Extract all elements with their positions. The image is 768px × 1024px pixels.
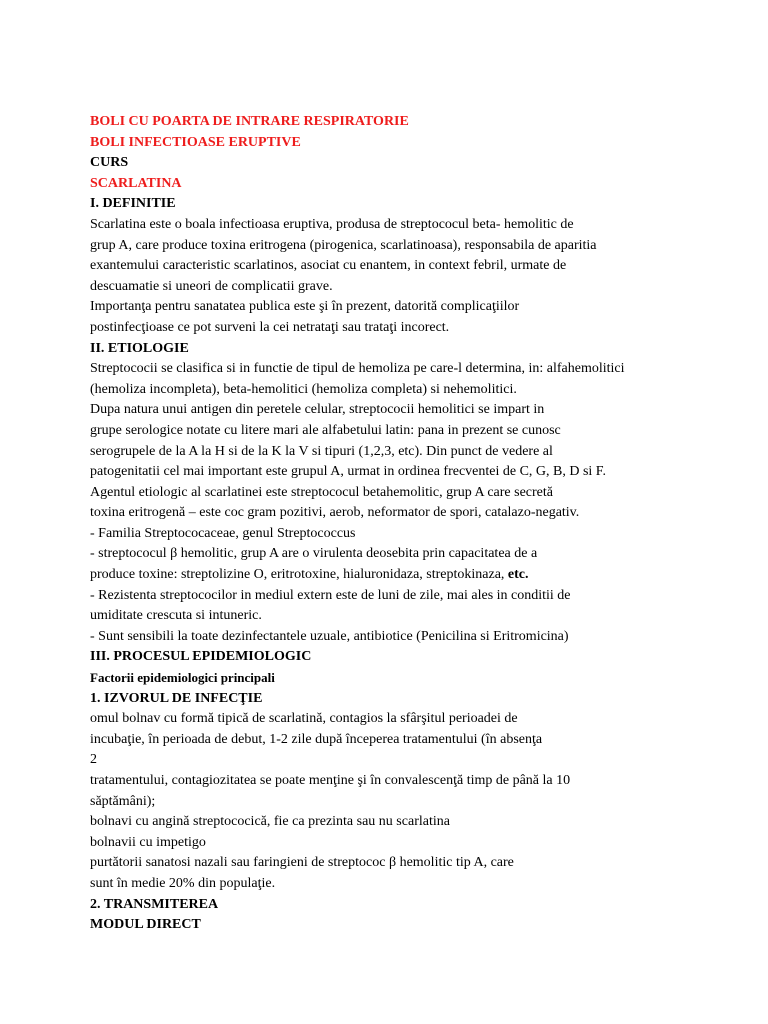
paragraph-line: exantemului caracteristic scarlatinos, asociat cu enantem, in context febril, urmate de [90, 258, 567, 274]
heading-curs: CURS [90, 155, 129, 171]
subsection-title-transmiterea: 2. TRANSMITEREA [90, 896, 219, 912]
page-number: 2 [90, 752, 97, 768]
paragraph-line: Dupa natura unui antigen din peretele celular, streptococii hemolitici se impart in [90, 402, 545, 418]
paragraph-line: purtătorii sanatosi nazali sau faringieni de streptococ β hemolitic tip A, care [90, 855, 514, 871]
heading-respiratory-diseases: BOLI CU POARTA DE INTRARE RESPIRATORIE [90, 114, 409, 129]
paragraph-line: Streptococii se clasifica si in functie de tipul de hemoliza pe care-l determina, in: alfahemolitici [90, 361, 625, 377]
paragraph-line: toxina eritrogenă – este coc gram pozitivi, aerob, neformator de spori, catalazo-negativ. [90, 505, 580, 521]
subsection-title-izvor: 1. IZVORUL DE INFECŢIE [90, 690, 263, 706]
paragraph-line: - streptococul β hemolitic, grup A are o virulenta deosebita prin capacitatea de a [90, 546, 538, 562]
paragraph-line: omul bolnav cu formă tipică de scarlatină, contagios la sfârşitul perioadei de [90, 711, 518, 727]
paragraph-line: (hemoliza incompleta), beta-hemolitici (hemoliza completa) si nehemolitici. [90, 381, 517, 397]
section-title-etiologie: II. ETIOLOGIE [90, 340, 189, 356]
toxine-text: produce toxine: streptolizine O, eritrotoxine, hialuronidaza, streptokinaza, [90, 567, 508, 583]
paragraph-line: - Sunt sensibili la toate dezinfectantele uzuale, antibiotice (Penicilina si Eritromicina) [90, 628, 569, 644]
subsection-title-factori: Factorii epidemiologici principali [90, 670, 275, 686]
heading-eruptive-diseases: BOLI INFECTIOASE ERUPTIVE [90, 134, 301, 150]
heading-scarlatina: SCARLATINA [90, 175, 182, 191]
paragraph-line: Scarlatina este o boala infectioasa eruptiva, produsa de streptococul beta- hemolitic de [90, 216, 574, 232]
paragraph-line: postinfecţioase ce pot surveni la cei netrataţi sau trataţi incorect. [90, 319, 450, 335]
section-title-proces-epidemiologic: III. PROCESUL EPIDEMIOLOGIC [90, 649, 312, 665]
paragraph-line: patogenitatii cel mai important este grupul A, urmat in ordinea frecventei de C, G, B, D si F. [90, 464, 606, 480]
paragraph-line: - Familia Streptococaceae, genul Streptococcus [90, 525, 356, 541]
subsection-title-modul-direct: MODUL DIRECT [90, 917, 201, 933]
paragraph-line: grup A, care produce toxina eritrogena (pirogenica, scarlatinoasa), responsabila de aparitia [90, 237, 597, 253]
paragraph-line: tratamentului, contagiozitatea se poate menţine şi în convalescenţă timp de până la 10 [90, 773, 571, 788]
paragraph-line: săptămâni); [90, 793, 156, 809]
document-body [90, 112, 690, 936]
section-title-definitie: I. DEFINITIE [90, 196, 176, 212]
paragraph-line: bolnavi cu angină streptococică, fie ca prezinta sau nu scarlatina [90, 814, 450, 830]
paragraph-line: - Rezistenta streptococilor in mediul extern este de luni de zile, mai ales in conditii de [90, 587, 571, 603]
paragraph-line: descuamatie si uneori de complicatii grave. [90, 278, 333, 294]
paragraph-line-toxine [90, 565, 690, 586]
paragraph-line: incubaţie, în perioada de debut, 1-2 zile după începerea tratamentului (în absenţa [90, 731, 543, 747]
paragraph-line: bolnavii cu impetigo [90, 834, 206, 850]
toxine-etc: etc. [507, 567, 529, 583]
paragraph-line: Importanţa pentru sanatatea publica este şi în prezent, datorită complicaţiilor [90, 299, 520, 315]
paragraph-line: serogrupele de la A la H si de la K la V si tipuri (1,2,3, etc). Din punct de vedere al [90, 443, 553, 459]
paragraph-line: umiditate crescuta si intuneric. [90, 608, 262, 624]
paragraph-line: grupe serologice notate cu litere mari ale alfabetului latin: pana in prezent se cunosc [90, 422, 561, 438]
paragraph-line: sunt în medie 20% din populaţie. [90, 875, 276, 891]
paragraph-line: Agentul etiologic al scarlatinei este streptococul betahemolitic, grup A care secretă [90, 484, 553, 500]
